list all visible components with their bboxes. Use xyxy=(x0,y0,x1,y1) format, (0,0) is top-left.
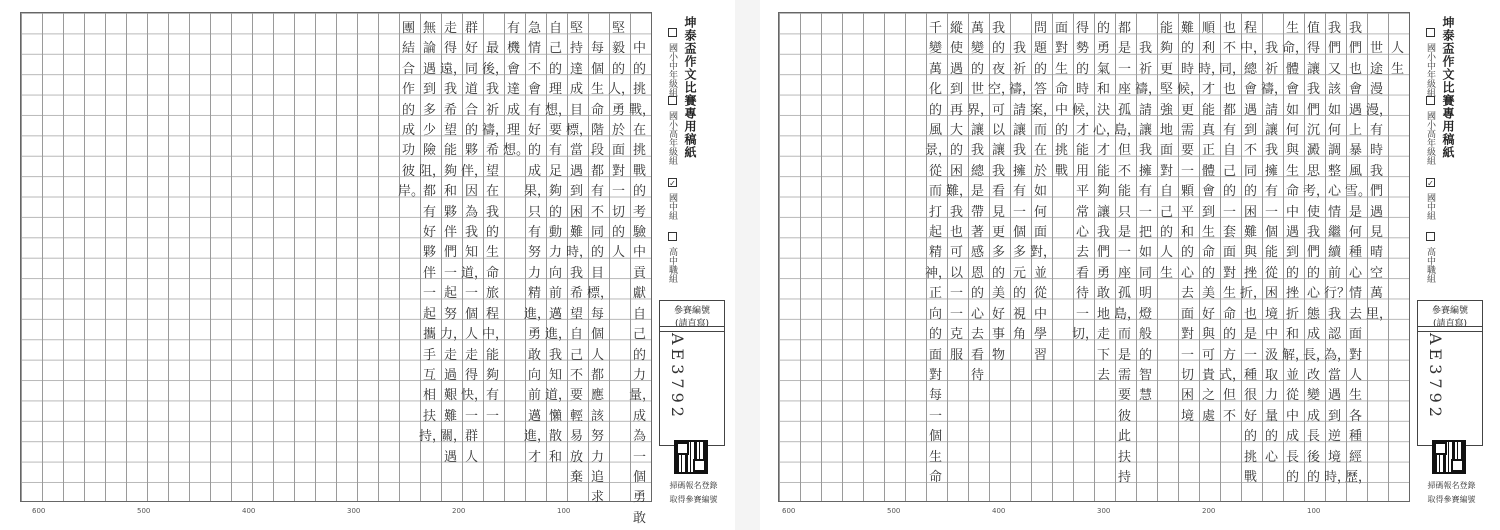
qr-code-icon xyxy=(1432,440,1466,474)
right-character-count-ruler xyxy=(760,507,1500,519)
option-elem-middle[interactable]: 國小中年級組 xyxy=(666,28,679,97)
text-column: 千變萬化的風景，從而打起精神，正向的面對每一個生命 xyxy=(925,21,952,485)
text-column: 能夠更堅強地面對自己的人生 xyxy=(1159,21,1173,281)
text-column: 都是一座孤島，但不能只是一座孤島，而是需要彼此扶持 xyxy=(1114,21,1141,485)
entry-id-label: 參賽編號 (請直寫) xyxy=(1417,300,1483,332)
ruler-label: 200 xyxy=(1202,507,1216,515)
checkbox-icon[interactable] xyxy=(1426,96,1435,105)
ruler-label: 500 xyxy=(887,507,901,515)
text-column: 值得讓我們沉澱思考，使我們的心態成長，改變成長後的 xyxy=(1303,21,1330,485)
text-column: 群好同道合的夥伴，因為我知道，一個人走得快，一群人 xyxy=(461,21,488,465)
ruler-label: 400 xyxy=(242,507,256,515)
text-column: 生命，體會如何與生命中遇到的挫折和解，並從中成長的 xyxy=(1282,21,1309,485)
entry-id-label: 參賽編號 (請直寫) xyxy=(659,300,725,332)
qr-caption-get-id: 取得參賽編號 xyxy=(1427,495,1476,504)
entry-id-field: AE3792 xyxy=(659,326,725,446)
option-junior-high[interactable]: ✓ 國中組 xyxy=(1425,179,1435,220)
left-essay-page xyxy=(0,0,735,530)
text-column: 程中，總會遇到不同的困難與挫折，也是一種很好的挑戰 xyxy=(1240,21,1267,485)
page-gutter xyxy=(735,0,760,530)
text-column: 有機會達成理想。 xyxy=(503,21,530,159)
text-column: 順利時，才能真正體會到生命的美好與可貴之處 xyxy=(1198,21,1225,424)
left-form-sidebar xyxy=(656,10,731,520)
text-column: 也不同，也都有自己的一套面對生命的方式，但不 xyxy=(1219,21,1246,424)
entry-id-field: AE3792 xyxy=(1417,326,1483,446)
text-column: 我祈禱，請讓我擁有一把如同明燈般的智慧 xyxy=(1135,21,1162,404)
ruler-label: 500 xyxy=(137,507,151,515)
text-column: 我們也會遇上暴風雪。是何種心情去面對人生各種經歷， xyxy=(1345,21,1372,485)
text-column: 中的挑戰，在挑戰的考驗中貢獻自己的力量，成為一個勇敢 xyxy=(629,21,656,526)
text-column: 我祈禱，請讓我擁有一個多元的視角 xyxy=(1009,21,1036,343)
text-column: 自己的理想，要有足夠的動力向前邁進，我知道，懶散和 xyxy=(545,21,572,465)
ruler-label: 300 xyxy=(347,507,361,515)
text-column: 無論遇到多少險阻，都有好夥伴一起攜手互相扶持， xyxy=(419,21,446,445)
qr-caption-get-id: 取得參賽編號 xyxy=(669,495,718,504)
text-column: 人生 xyxy=(1390,21,1424,77)
text-column: 世途漫漫，有時我們遇見晴空萬里， xyxy=(1366,21,1393,322)
option-elem-middle[interactable]: 國小中年級組 xyxy=(1424,28,1437,97)
ruler-label: 600 xyxy=(782,507,796,515)
ruler-label: 300 xyxy=(1097,507,1111,515)
text-column: 走得遠，我希望能夠和夥伴們一起努力，走過艱難關，遇 xyxy=(440,21,467,465)
right-text-columns xyxy=(779,13,1424,501)
left-character-count-ruler xyxy=(0,507,735,519)
ruler-label: 100 xyxy=(557,507,571,515)
ruler-label: 200 xyxy=(452,507,466,515)
text-column: 我的夜空，可以讓我看見更多的美好事物 xyxy=(988,21,1015,363)
checkbox-icon[interactable] xyxy=(668,96,677,105)
option-elem-high[interactable]: 國小高年級組 xyxy=(666,96,679,165)
text-column: 堅毅的人，勇於面對一切的人 xyxy=(608,21,635,261)
text-column: 難的時候，更需要一顆平和的心去面對一切困境 xyxy=(1177,21,1204,424)
text-column: 我們又該如何調整心情繼續前行？我認為，當遇到逆境時， xyxy=(1324,21,1351,485)
form-title: 坤泰盃作文比賽專用稿紙 xyxy=(683,16,697,159)
checkbox-icon[interactable] xyxy=(1426,28,1435,37)
text-column: 最後，我祈禱，希望在我的生命旅程中，能夠有一 xyxy=(482,21,509,424)
checkbox-icon[interactable] xyxy=(668,28,677,37)
option-senior-high[interactable]: 高中職組 xyxy=(1424,232,1437,283)
text-column: 的勇氣和決心，才能夠讓我們勇敢地走下去 xyxy=(1093,21,1120,383)
checked-checkbox-icon[interactable]: ✓ xyxy=(668,179,677,188)
form-title: 坤泰盃作文比賽專用稿紙 xyxy=(1441,16,1455,159)
option-senior-high[interactable]: 高中職組 xyxy=(666,232,679,283)
qr-caption-register: 掃碼報名登錄 xyxy=(1427,481,1476,490)
right-writing-grid xyxy=(778,12,1424,502)
checked-checkbox-icon[interactable]: ✓ xyxy=(1426,179,1435,188)
ruler-label: 600 xyxy=(32,507,46,515)
qr-caption-register: 掃碼報名登錄 xyxy=(669,481,718,490)
ruler-label: 100 xyxy=(1307,507,1321,515)
qr-code-icon xyxy=(674,440,708,474)
checkbox-icon[interactable] xyxy=(668,232,677,241)
text-column: 每個生命階段都有不同的目標，每個人都應該努力追求 xyxy=(587,21,614,506)
text-column: 急情不會有好的成果，只有努力精進，勇敢向前邁進，才 xyxy=(524,21,551,465)
text-column: 萬變的世界，讓我總是帶著感恩的心去看待 xyxy=(967,21,994,383)
option-elem-high[interactable]: 國小高年級組 xyxy=(1424,96,1437,165)
checkbox-icon[interactable] xyxy=(1426,232,1435,241)
text-column: 團結合作的成功彼岸。 xyxy=(398,21,425,200)
text-column: 我祈禱，請讓我擁有一個能從困境中汲取力量的心 xyxy=(1261,21,1288,465)
text-column: 縱使遇到再大的困難，我也可以一一克服 xyxy=(946,21,973,363)
right-form-sidebar xyxy=(1414,10,1489,520)
text-column: 堅持達成目標，當遇到困難時，我希望自己不要輕易放棄 xyxy=(566,21,593,485)
ruler-label: 400 xyxy=(992,507,1006,515)
text-column: 面對生命中的挑戰 xyxy=(1054,21,1068,179)
option-junior-high[interactable]: ✓ 國中組 xyxy=(667,179,677,220)
text-column: 得勢的時候，才能用平常心去看待一切， xyxy=(1072,21,1099,343)
right-essay-page xyxy=(760,0,1500,530)
text-column: 問題的答案，而在於如何面對，並從中學習 xyxy=(1030,21,1057,363)
